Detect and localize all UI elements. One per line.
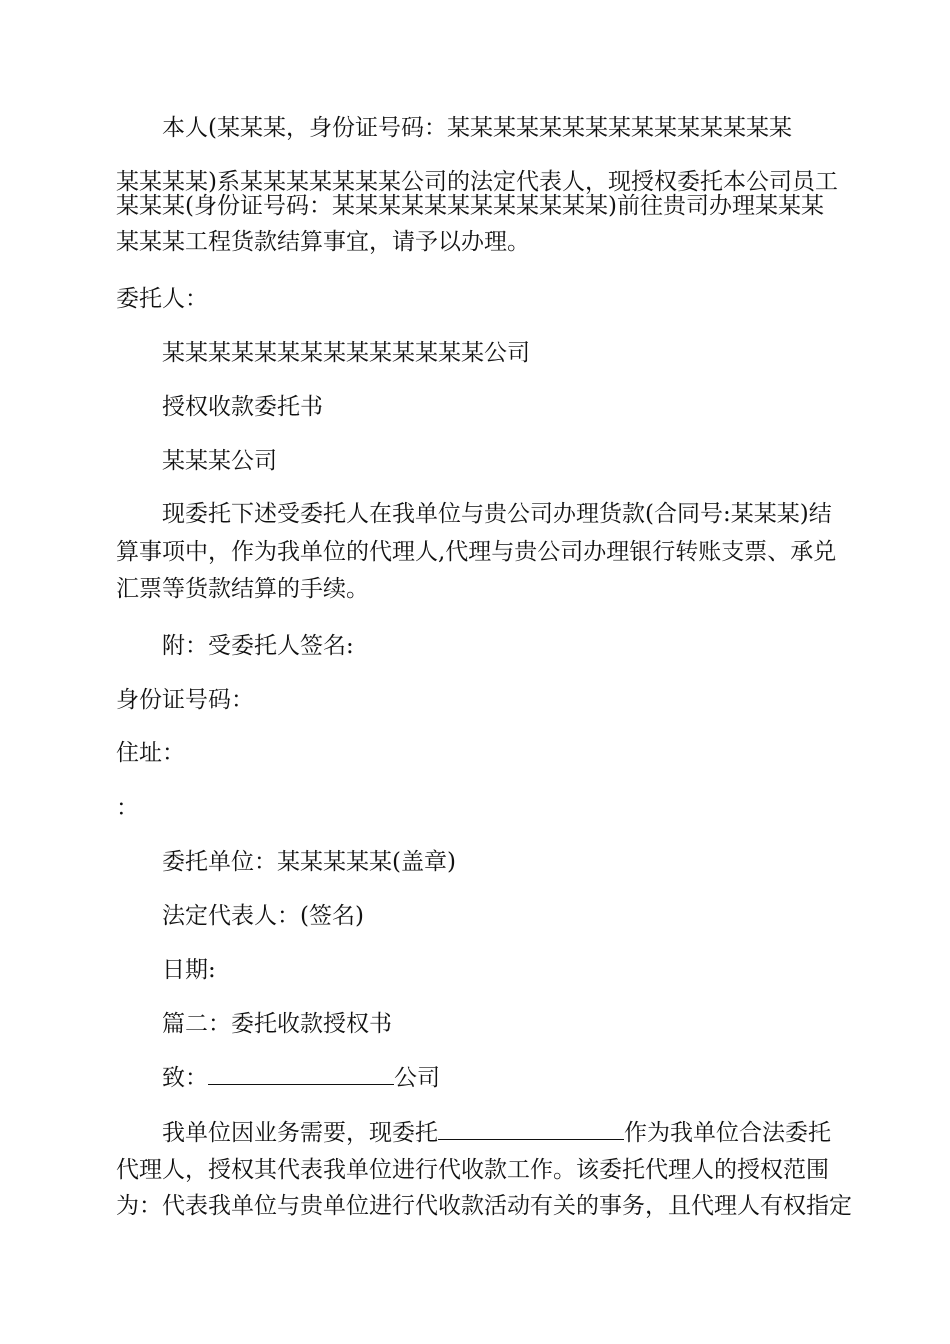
paragraph-1-line-3: 某某某(身份证号码：某某某某某某某某某某某某)前往贵司办理某某某 (116, 193, 824, 219)
paragraph-3-line-3: 为：代表我单位与贵单位进行代收款活动有关的事务，且代理人有权指定 (116, 1193, 852, 1219)
paragraph-3-line-2: 代理人，授权其代表我单位进行代收款工作。该委托代理人的授权范围 (116, 1157, 829, 1183)
attachment-signature: 附：受委托人签名: (162, 633, 354, 659)
company-blank (208, 1062, 394, 1085)
to-suffix: 公司 (394, 1065, 440, 1091)
legal-representative: 法定代表人：(签名) (162, 903, 364, 929)
paragraph-2-line-2: 算事项中，作为我单位的代理人,代理与贵公司办理银行转账支票、承兑 (116, 539, 837, 565)
company-full-name: 某某某某某某某某某某某某某某公司 (162, 340, 530, 366)
paragraph-1-line-4: 某某某工程货款结算事宜，请予以办理。 (116, 229, 530, 255)
to-line (162, 1062, 440, 1094)
paragraph-1-line-2: 某某某某)系某某某某某某某公司的法定代表人，现授权委托本公司员工 (116, 169, 838, 195)
to-prefix: 致： (162, 1065, 208, 1091)
id-number-label: 身份证号码： (116, 687, 254, 713)
agent-blank (438, 1117, 624, 1140)
document-title: 授权收款委托书 (162, 394, 323, 420)
paragraph-1-line-1: 本人(某某某，身份证号码：某某某某某某某某某某某某某某某 (162, 115, 792, 141)
paragraph-2-line-3: 汇票等货款结算的手续。 (116, 576, 369, 602)
colon-line: ： (116, 795, 139, 821)
address-label: 住址： (116, 740, 185, 766)
p3-suffix: 作为我单位合法委托 (624, 1120, 831, 1146)
part-2-title: 篇二：委托收款授权书 (162, 1011, 392, 1037)
date-label: 日期: (162, 957, 216, 983)
paragraph-2-line-1: 现委托下述受委托人在我单位与贵公司办理货款(合同号:某某某)结 (162, 501, 832, 527)
entrust-label: 委托人： (116, 286, 208, 312)
p3-prefix: 我单位因业务需要，现委托 (162, 1120, 438, 1146)
recipient-company: 某某某公司 (162, 448, 277, 474)
paragraph-3-line-1 (162, 1117, 831, 1149)
entrusting-unit: 委托单位：某某某某某(盖章) (162, 849, 456, 875)
